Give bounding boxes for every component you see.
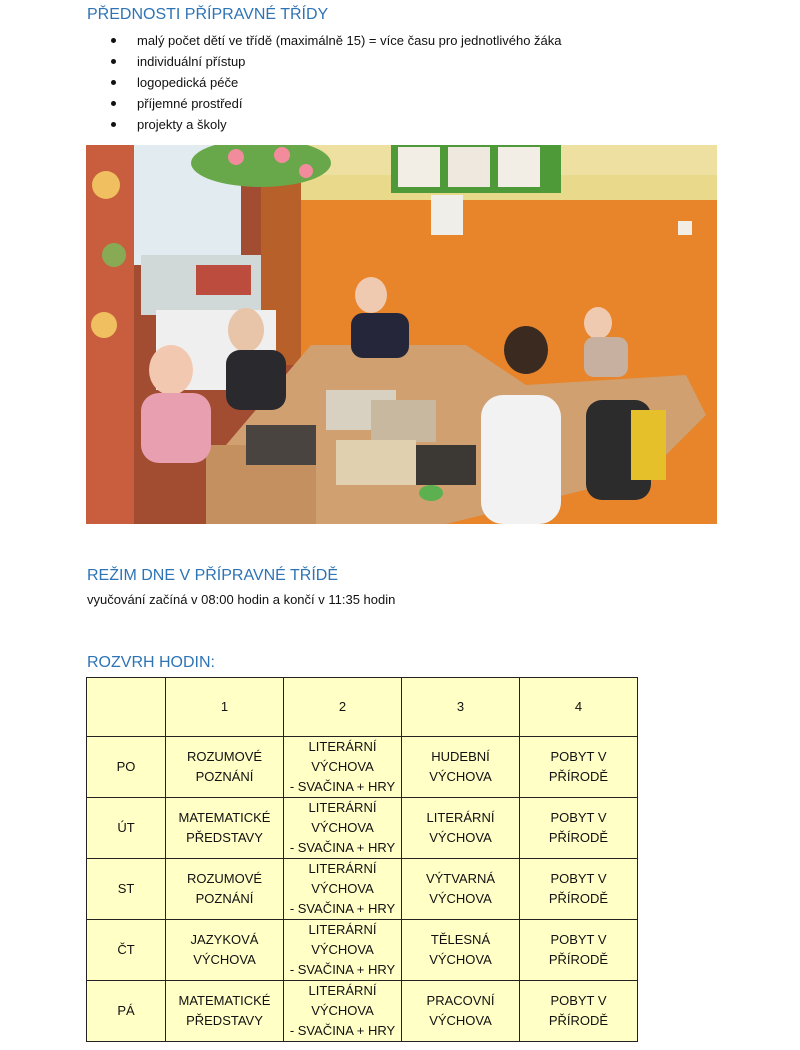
list-item	[87, 93, 562, 114]
lesson-cell	[166, 798, 284, 859]
list-item	[87, 30, 562, 51]
timetable	[86, 677, 638, 1042]
advantages-list	[87, 30, 562, 135]
day-cell: PO	[87, 737, 166, 798]
bullet-icon	[111, 38, 116, 43]
section-heading-timetable: ROZVRH HODIN:	[87, 654, 215, 671]
cell-line: PŘÍRODĚ	[548, 1013, 609, 1028]
cell-line: POZNÁNÍ	[195, 891, 254, 906]
lesson-cell	[402, 981, 520, 1042]
lesson-cell	[166, 859, 284, 920]
header-cell: 2	[284, 678, 402, 737]
lesson-cell	[284, 798, 402, 859]
lesson-cell	[520, 981, 638, 1042]
cell-line: - SVAČINA + HRY	[289, 840, 396, 855]
table-row	[87, 737, 638, 798]
cell-line: TĚLESNÁ	[430, 932, 491, 947]
cell-line: VÝTVARNÁ	[425, 871, 496, 886]
list-item-text: individuální přístup	[137, 54, 246, 69]
cell-line: PŘÍRODĚ	[548, 952, 609, 967]
table-row	[87, 981, 638, 1042]
bullet-icon	[111, 80, 116, 85]
cell-line: VÝCHOVA	[429, 769, 492, 784]
cell-line: PŘEDSTAVY	[186, 1013, 263, 1028]
cell-line: VÝCHOVA	[311, 942, 374, 957]
list-item	[87, 51, 562, 72]
lesson-cell	[284, 920, 402, 981]
section-heading-daily-schedule: REŽIM DNE V PŘÍPRAVNÉ TŘÍDĚ	[87, 567, 338, 584]
cell-line: JAZYKOVÁ	[190, 932, 259, 947]
classroom-photo	[86, 145, 717, 524]
cell-line: PŘÍRODĚ	[548, 891, 609, 906]
list-item-text: projekty a školy	[137, 117, 227, 132]
bullet-icon	[111, 122, 116, 127]
cell-line: ROZUMOVÉ	[186, 871, 263, 886]
table-header-row	[87, 678, 638, 737]
cell-line: - SVAČINA + HRY	[289, 779, 396, 794]
cell-line: - SVAČINA + HRY	[289, 962, 396, 977]
cell-line: POZNÁNÍ	[195, 769, 254, 784]
cell-line: PŘÍRODĚ	[548, 830, 609, 845]
lesson-cell	[166, 920, 284, 981]
cell-line: POBYT V	[550, 993, 607, 1008]
cell-line: HUDEBNÍ	[431, 749, 490, 764]
bullet-icon	[111, 101, 116, 106]
cell-line: VÝCHOVA	[311, 881, 374, 896]
lesson-cell	[402, 859, 520, 920]
lesson-cell	[520, 737, 638, 798]
cell-line: - SVAČINA + HRY	[289, 901, 396, 916]
lesson-cell	[284, 737, 402, 798]
table-row	[87, 920, 638, 981]
lesson-cell	[520, 859, 638, 920]
cell-line: MATEMATICKÉ	[178, 810, 271, 825]
cell-line: LITERÁRNÍ	[308, 922, 377, 937]
lesson-cell	[166, 737, 284, 798]
lesson-cell	[284, 981, 402, 1042]
cell-line: PRACOVNÍ	[426, 993, 495, 1008]
list-item-text: logopedická péče	[137, 75, 239, 90]
cell-line: VÝCHOVA	[311, 759, 374, 774]
bullet-icon	[111, 59, 116, 64]
cell-line: VÝCHOVA	[429, 891, 492, 906]
header-cell	[87, 678, 166, 737]
table-row	[87, 859, 638, 920]
header-cell: 1	[166, 678, 284, 737]
cell-line: - SVAČINA + HRY	[289, 1023, 396, 1038]
list-item-text: malý počet dětí ve třídě (maximálně 15) = více času pro jednotlivého žáka	[137, 33, 562, 48]
list-item	[87, 114, 562, 135]
cell-line: VÝCHOVA	[311, 820, 374, 835]
cell-line: VÝCHOVA	[429, 1013, 492, 1028]
day-cell: PÁ	[87, 981, 166, 1042]
classroom-illustration	[86, 145, 717, 524]
lesson-cell	[520, 798, 638, 859]
lesson-cell	[520, 920, 638, 981]
cell-line: LITERÁRNÍ	[308, 983, 377, 998]
list-item-text: příjemné prostředí	[137, 96, 243, 111]
lesson-cell	[284, 859, 402, 920]
cell-line: LITERÁRNÍ	[308, 800, 377, 815]
cell-line: PŘEDSTAVY	[186, 830, 263, 845]
cell-line: POBYT V	[550, 932, 607, 947]
cell-line: POBYT V	[550, 810, 607, 825]
cell-line: VÝCHOVA	[429, 952, 492, 967]
section-heading-advantages: PŘEDNOSTI PŘÍPRAVNÉ TŘÍDY	[87, 6, 329, 23]
cell-line: VÝCHOVA	[429, 830, 492, 845]
day-cell: ST	[87, 859, 166, 920]
cell-line: VÝCHOVA	[193, 952, 256, 967]
list-item	[87, 72, 562, 93]
lesson-cell	[402, 798, 520, 859]
cell-line: POBYT V	[550, 749, 607, 764]
cell-line: ROZUMOVÉ	[186, 749, 263, 764]
cell-line: POBYT V	[550, 871, 607, 886]
header-cell: 3	[402, 678, 520, 737]
cell-line: LITERÁRNÍ	[308, 739, 377, 754]
cell-line: MATEMATICKÉ	[178, 993, 271, 1008]
lesson-cell	[402, 920, 520, 981]
cell-line: LITERÁRNÍ	[308, 861, 377, 876]
schedule-hours-text: vyučování začíná v 08:00 hodin a končí v 11:35 hodin	[87, 592, 396, 607]
day-cell: ÚT	[87, 798, 166, 859]
cell-line: PŘÍRODĚ	[548, 769, 609, 784]
day-cell: ČT	[87, 920, 166, 981]
header-cell: 4	[520, 678, 638, 737]
cell-line: LITERÁRNÍ	[426, 810, 495, 825]
lesson-cell	[166, 981, 284, 1042]
table-row	[87, 798, 638, 859]
lesson-cell	[402, 737, 520, 798]
cell-line: VÝCHOVA	[311, 1003, 374, 1018]
